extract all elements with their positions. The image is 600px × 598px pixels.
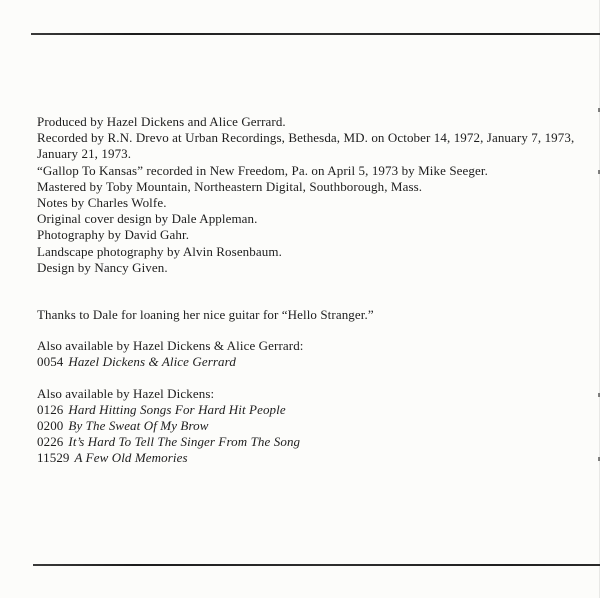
credit-line: Notes by Charles Wolfe.	[37, 195, 167, 211]
catalog-item	[37, 354, 586, 370]
catalog-title: A Few Old Memories	[74, 450, 188, 466]
catalog-item	[37, 450, 586, 466]
credit-line: Landscape photography by Alvin Rosenbaum.	[37, 243, 282, 259]
catalog-number: 11529	[37, 450, 70, 466]
credit-line: Design by Nancy Given.	[37, 259, 168, 275]
credit-line: Original cover design by Dale Appleman.	[37, 211, 258, 227]
catalog-number: 0054	[37, 354, 64, 370]
catalog-number: 0126	[37, 401, 64, 417]
catalog-item	[37, 434, 586, 450]
credit-line: Photography by David Gahr.	[37, 227, 190, 243]
catalog-number: 0200	[37, 418, 64, 434]
catalog-item	[37, 402, 586, 418]
credit-line: Produced by Hazel Dickens and Alice Gerrard.	[37, 114, 286, 129]
also-solo-header: Also available by Hazel Dickens:	[37, 385, 215, 401]
catalog-number: 0226	[37, 434, 64, 450]
top-rule	[31, 33, 600, 35]
catalog-title: It’s Hard To Tell The Singer From The Song	[68, 434, 301, 450]
catalog-title: Hazel Dickens & Alice Gerrard	[68, 354, 236, 370]
also-available-solo-section	[37, 386, 586, 467]
bottom-rule	[33, 564, 600, 566]
also-duo-header: Also available by Hazel Dickens & Alice Gerrard:	[37, 338, 304, 354]
credit-line: Recorded by R.N. Drevo at Urban Recordings, Bethesda, MD. on October 14, 1972, January 7, 1973,	[37, 130, 575, 146]
credit-line: January 21, 1973.	[37, 146, 132, 162]
credits-text-block	[37, 114, 586, 467]
credit-line: Mastered by Toby Mountain, Northeastern Digital, Southborough, Mass.	[37, 178, 423, 194]
catalog-item	[37, 418, 586, 434]
also-available-duo-section	[37, 338, 586, 370]
credit-line: “Gallop To Kansas” recorded in New Freedom, Pa. on April 5, 1973 by Mike Seeger.	[37, 162, 488, 178]
thanks-line: Thanks to Dale for loaning her nice guitar for “Hello Stranger.”	[37, 307, 374, 323]
credits-block	[37, 114, 586, 276]
catalog-title: By The Sweat Of My Brow	[68, 418, 209, 434]
catalog-title: Hard Hitting Songs For Hard Hit People	[68, 401, 286, 417]
